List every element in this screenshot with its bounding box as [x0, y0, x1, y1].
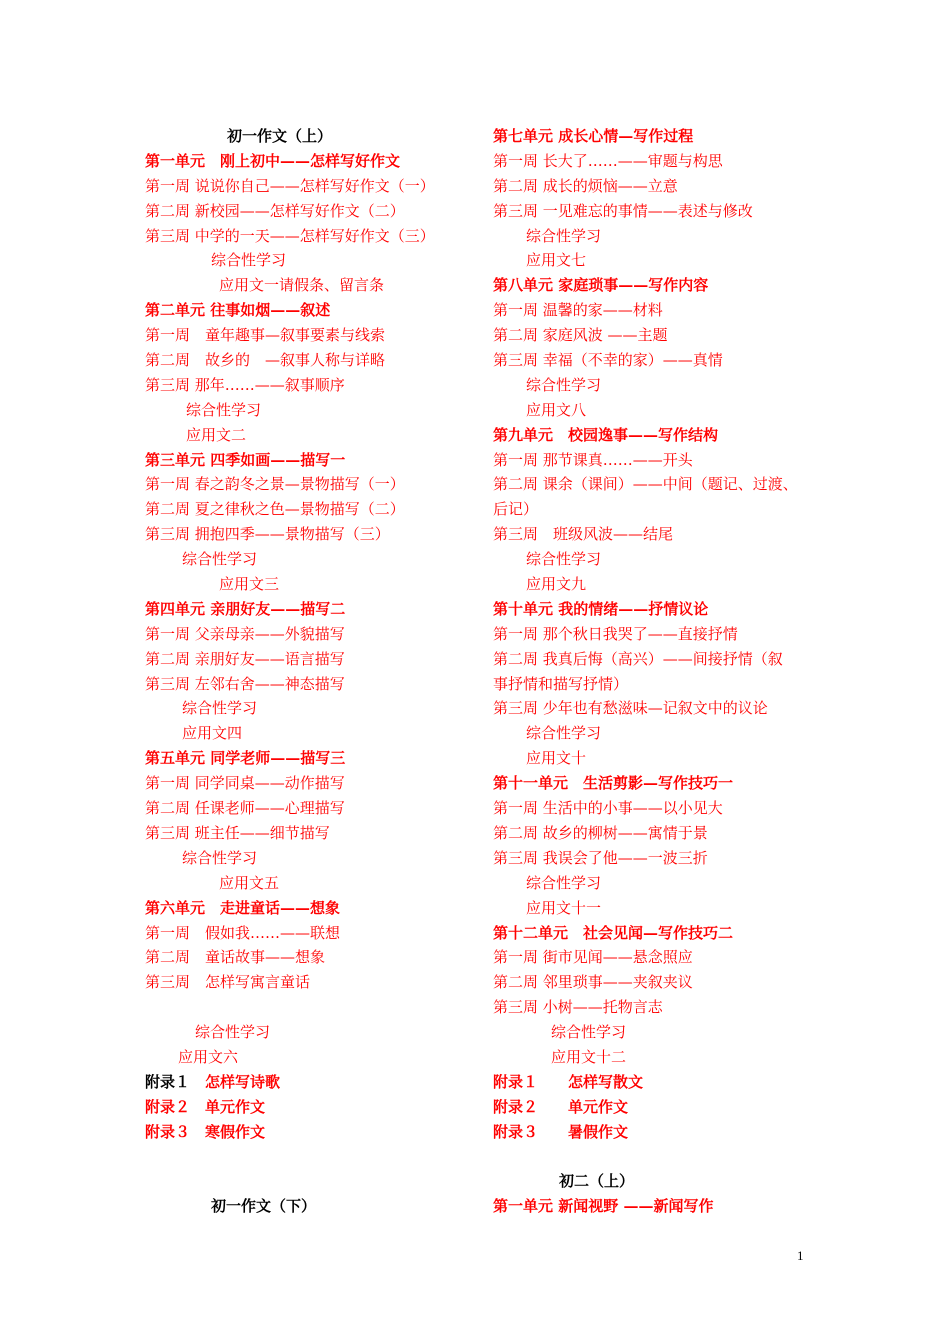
right-column-line: 综合性学习 [526, 226, 602, 245]
left-column-line: 附录２ 单元作文 [145, 1097, 266, 1116]
right-column-line: 第一单元 新闻视野 ——新闻写作 [493, 1197, 714, 1216]
right-column-line: 附录１ 怎样写散文 [493, 1072, 644, 1091]
right-column-line: 第三周 一见难忘的事情——表述与修改 [493, 201, 753, 220]
left-column-line: 应用文六 [178, 1047, 239, 1066]
left-column-line: 第三周 班主任——细节描写 [145, 823, 330, 842]
left-column-line: 第六单元 走进童话——想象 [145, 898, 341, 917]
right-column-line: 第一周 长大了……——审题与构思 [493, 151, 723, 170]
left-column-line: 综合性学习 [186, 400, 262, 419]
left-column-line: 第二周 夏之律秋之色—景物描写（二） [145, 500, 405, 519]
right-column-line: 第三周 少年也有愁滋味—记叙文中的议论 [493, 699, 768, 718]
left-column-line [145, 1145, 475, 1170]
right-column-line: 第十一单元 生活剪影—写作技巧一 [493, 774, 734, 793]
left-column-line: 第一周 说说你自己——怎样写好作文（一） [145, 176, 435, 195]
left-column-line: 第三周 怎样写寓言童话 [145, 973, 311, 992]
left-column-line: 第一单元 刚上初中——怎样写好作文 [145, 151, 401, 170]
left-column-line: 第一周 假如我……——联想 [145, 923, 341, 942]
left-column-line: 第三周 左邻右舍——神态描写 [145, 674, 345, 693]
right-column-line: 第三周 幸福（不幸的家）——真情 [493, 351, 723, 370]
left-column-line: 第二周 童话故事——想象 [145, 948, 326, 967]
page-number: 1 [797, 1248, 804, 1263]
right-column-line: 第二周 我真后悔（高兴）——间接抒情（叙 [493, 649, 783, 668]
left-column-line: 第一周 春之韵冬之景—景物描写（一） [145, 475, 405, 494]
right-column-line: 综合性学习 [526, 375, 602, 394]
left-column-line: 初一作文（下） [211, 1197, 317, 1216]
right-column-line: 附录３ 暑假作文 [493, 1122, 629, 1141]
left-column-line: 综合性学习 [211, 251, 287, 270]
right-column-line: 应用文九 [526, 575, 587, 594]
right-column-line: 应用文七 [526, 251, 587, 270]
right-column-line [493, 1145, 823, 1170]
left-column-line: 综合性学习 [182, 550, 258, 569]
right-column [493, 124, 823, 1219]
left-column-line: 第二周 新校园——怎样写好作文（二） [145, 201, 405, 220]
left-column-line: 第二周 故乡的 —叙事人称与详略 [145, 351, 386, 370]
left-column-line: 第一周 童年趣事—叙事要素与线索 [145, 326, 386, 345]
right-column-line: 第十单元 我的情绪——抒情议论 [493, 599, 709, 618]
right-column-line: 第三周 小树——托物言志 [493, 998, 663, 1017]
left-column-line: 第三周 中学的一天——怎样写好作文（三） [145, 226, 435, 245]
left-column-line: 应用文二 [186, 425, 247, 444]
right-column-line: 第二周 课余（课间）——中间（题记、过渡、 [493, 475, 798, 494]
left-column-line: 综合性学习 [182, 699, 258, 718]
right-column-line: 第一周 生活中的小事——以小见大 [493, 799, 723, 818]
left-column-line: 综合性学习 [195, 1023, 271, 1042]
right-column-line: 第一周 街市见闻——悬念照应 [493, 948, 693, 967]
left-column-line: 第三周 那年……——叙事顺序 [145, 375, 345, 394]
right-column-line: 附录２ 单元作文 [493, 1097, 629, 1116]
right-column-line: 第二周 邻里琐事——夹叙夹议 [493, 973, 693, 992]
right-column-line: 第一周 那节课真……——开头 [493, 450, 693, 469]
left-column-line: 第二周 任课老师——心理描写 [145, 799, 345, 818]
left-column-line: 第三周 拥抱四季——景物描写（三） [145, 525, 390, 544]
right-column-line: 第九单元 校园逸事——写作结构 [493, 425, 719, 444]
right-column-line: 应用文八 [526, 400, 587, 419]
right-column-line: 第一周 那个秋日我哭了——直接抒情 [493, 624, 738, 643]
left-column-line: 第一周 同学同桌——动作描写 [145, 774, 345, 793]
left-column-line: 第五单元 同学老师——描写三 [145, 749, 346, 768]
right-column-line: 综合性学习 [526, 550, 602, 569]
right-column-line: 应用文十二 [551, 1047, 627, 1066]
right-column-line: 初二（上） [559, 1172, 635, 1191]
right-column-line: 第二周 故乡的柳树——寓情于景 [493, 823, 708, 842]
left-column-line: 应用文五 [219, 873, 280, 892]
left-column-line: 第三单元 四季如画——描写一 [145, 450, 346, 469]
right-column-line: 第一周 温馨的家——材料 [493, 301, 663, 320]
left-column-line: 第二周 亲朋好友——语言描写 [145, 649, 345, 668]
left-column-line: 综合性学习 [182, 848, 258, 867]
left-column [145, 124, 475, 1219]
right-column-line: 综合性学习 [526, 724, 602, 743]
right-column-line: 第十二单元 社会见闻—写作技巧二 [493, 923, 734, 942]
right-column-line: 第二周 成长的烦恼——立意 [493, 176, 678, 195]
right-column-line: 综合性学习 [551, 1023, 627, 1042]
right-column-line: 第三周 班级风波——结尾 [493, 525, 674, 544]
right-column-line: 后记） [493, 500, 539, 519]
left-column-line: 第一周 父亲母亲——外貌描写 [145, 624, 345, 643]
left-column-line: 应用文四 [182, 724, 243, 743]
right-column-line: 第三周 我误会了他——一波三折 [493, 848, 708, 867]
left-column-line [145, 995, 475, 1020]
left-column-line: 第二单元 往事如烟——叙述 [145, 301, 331, 320]
left-column-line: 附录３ 寒假作文 [145, 1122, 266, 1141]
right-column-line: 事抒情和描写抒情） [493, 674, 629, 693]
right-column-line: 第二周 家庭风波 ——主题 [493, 326, 668, 345]
left-column-line: 应用文三 [219, 575, 280, 594]
right-column-line: 第七单元 成长心情—写作过程 [493, 127, 694, 145]
left-column-line: 第四单元 亲朋好友——描写二 [145, 599, 346, 618]
right-column-line: 综合性学习 [526, 873, 602, 892]
left-column-line [145, 1169, 475, 1194]
left-column-line: 初一作文（上） [227, 127, 333, 145]
right-column-line: 应用文十一 [526, 898, 602, 917]
left-column-line: 应用文一请假条、留言条 [219, 276, 385, 295]
left-column-line: 附录１ 怎样写诗歌 [145, 1072, 281, 1091]
right-column-line: 第八单元 家庭琐事——写作内容 [493, 276, 709, 295]
right-column-line: 应用文十 [526, 749, 587, 768]
